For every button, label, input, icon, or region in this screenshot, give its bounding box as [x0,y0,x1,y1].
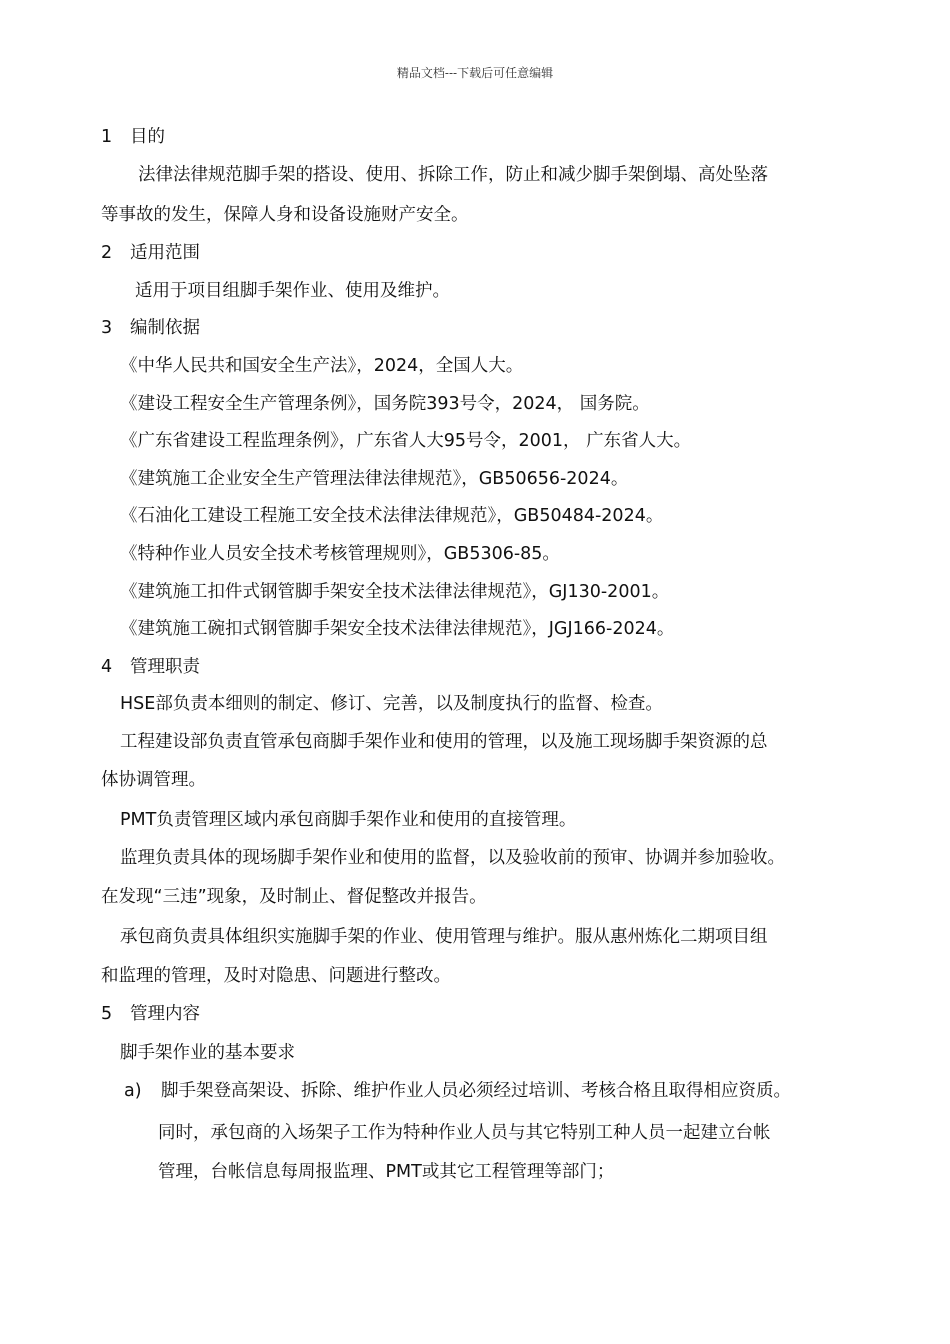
paragraph-line: 体协调管理。 [101,770,206,790]
reference-item: 《石油化工建设工程施工安全技术法律法律规范》，GB50484-2024。 [120,506,664,526]
section-2-heading [101,241,200,265]
list-item-line: 同时，承包商的入场架子工作为特种作业人员与其它特别工种人员一起建立台帐 [158,1123,771,1143]
paragraph-line: 承包商负责具体组织实施脚手架的作业、使用管理与维护。服从惠州炼化二期项目组 [120,927,768,947]
section-title: 管理内容 [130,1004,200,1024]
reference-item: 《建筑施工碗扣式钢管脚手架安全技术法律法律规范》，JGJ166-2024。 [120,619,675,639]
section-1-heading [101,125,165,149]
list-item-line: 管理，台帐信息每周报监理、PMT或其它工程管理等部门； [158,1162,615,1182]
section-title: 目的 [130,127,165,147]
paragraph-line: 在发现“三违”现象，及时制止、督促整改并报告。 [101,887,487,907]
section-title: 编制依据 [130,318,200,338]
list-item-label: a) [124,1081,142,1101]
section-number: 2 [101,243,113,263]
section-title: 管理职责 [130,657,200,677]
section-number: 4 [101,657,113,677]
section-number: 5 [101,1004,113,1024]
reference-item: 《建筑施工扣件式钢管脚手架安全技术法律法律规范》，GJ130-2001。 [120,582,670,602]
reference-item: 《中华人民共和国安全生产法》，2024，全国人大。 [120,356,524,376]
reference-item: 《广东省建设工程监理条例》，广东省人大95号令，2001， 广东省人大。 [120,431,692,451]
section-title: 适用范围 [130,243,200,263]
section-5-heading [101,1002,200,1026]
section-number: 1 [101,127,113,147]
section-3-heading [101,316,200,340]
reference-item: 《建筑施工企业安全生产管理法律法律规范》，GB50656-2024。 [120,469,629,489]
reference-item: 《特种作业人员安全技术考核管理规则》，GB5306-85。 [120,544,560,564]
paragraph-line: 监理负责具体的现场脚手架作业和使用的监督，以及验收前的预审、协调并参加验收。 [120,848,785,868]
reference-item: 《建设工程安全生产管理条例》，国务院393号令，2024， 国务院。 [120,394,650,414]
page-header: 精品文档---下载后可任意编辑 [396,66,554,80]
paragraph-line: 等事故的发生，保障人身和设备设施财产安全。 [101,205,469,225]
section-4-heading [101,655,200,679]
paragraph-line: 法律法律规范脚手架的搭设、使用、拆除工作，防止和减少脚手架倒塌、高处坠落 [138,165,768,185]
paragraph-line: 工程建设部负责直管承包商脚手架作业和使用的管理，以及施工现场脚手架资源的总 [120,732,768,752]
paragraph-line: 适用于项目组脚手架作业、使用及维护。 [135,281,450,301]
paragraph-line: HSE部负责本细则的制定、修订、完善，以及制度执行的监督、检查。 [120,694,663,714]
list-item-line: 脚手架登高架设、拆除、维护作业人员必须经过培训、考核合格且取得相应资质。 [161,1081,791,1101]
paragraph-line: PMT负责管理区域内承包商脚手架作业和使用的直接管理。 [120,810,577,830]
section-number: 3 [101,318,113,338]
paragraph-line: 和监理的管理，及时对隐患、问题进行整改。 [101,966,451,986]
subsection-title: 脚手架作业的基本要求 [120,1043,295,1063]
